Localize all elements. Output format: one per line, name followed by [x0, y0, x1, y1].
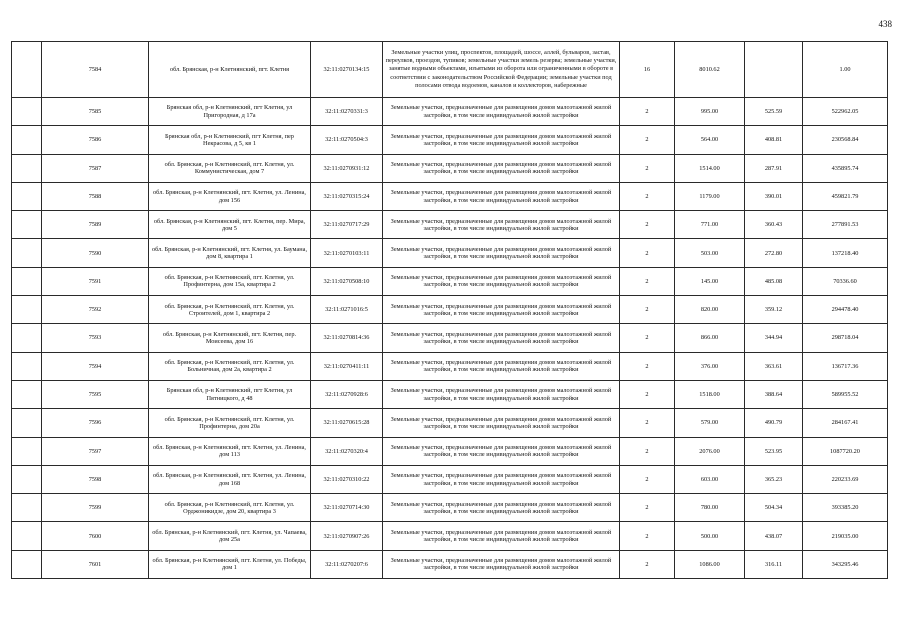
cadastral-number-cell: 32:11:0270207:6 — [311, 550, 383, 578]
table-row — [12, 267, 888, 295]
row-number-cell: 7598 — [42, 465, 149, 493]
cadastral-number-cell: 32:11:0271016:5 — [311, 296, 383, 324]
cadastral-number-cell: 32:11:0270615:28 — [311, 409, 383, 437]
specific-value-cell — [745, 42, 803, 98]
table-row — [12, 324, 888, 352]
table-row — [12, 437, 888, 465]
table-row — [12, 494, 888, 522]
blank-cell — [12, 522, 42, 550]
table-row — [12, 296, 888, 324]
use-group-cell: 2 — [620, 296, 675, 324]
row-number-cell: 7593 — [42, 324, 149, 352]
table-body — [12, 42, 888, 579]
permitted-use-cell: Земельные участки улиц, проспектов, площадей, шоссе, аллей, бульваров, застав, переулков, проездов, тупиков; земельные участки земель резерва; земельные участки, занятые водными объектами, изъятыми из оборота или ограниченными в обороте в соответствии с законодательством Российской Федерации; земельные участки под полосами отвода водоемов, каналов и коллекторов, набережные — [383, 42, 620, 98]
blank-cell — [12, 98, 42, 126]
blank-cell — [12, 465, 42, 493]
blank-cell — [12, 352, 42, 380]
cadastral-number-cell: 32:11:0270134:15 — [311, 42, 383, 98]
specific-value-cell: 525.59 — [745, 98, 803, 126]
row-number-cell: 7595 — [42, 380, 149, 408]
table-row — [12, 550, 888, 578]
cadastral-value-cell: 137218.40 — [803, 239, 888, 267]
row-number-cell: 7590 — [42, 239, 149, 267]
permitted-use-cell: Земельные участки, предназначенные для размещения домов малоэтажной жилой застройки, в том числе индивидуальной жилой застройки — [383, 550, 620, 578]
permitted-use-cell: Земельные участки, предназначенные для размещения домов малоэтажной жилой застройки, в том числе индивидуальной жилой застройки — [383, 182, 620, 210]
address-cell: обл. Брянская, р-н Клетнянский, пгт. Клетня, ул. Баумана, дом 8, квартира 1 — [149, 239, 311, 267]
permitted-use-cell: Земельные участки, предназначенные для размещения домов малоэтажной жилой застройки, в том числе индивидуальной жилой застройки — [383, 324, 620, 352]
table-row — [12, 352, 888, 380]
cadastral-number-cell: 32:11:0270907:26 — [311, 522, 383, 550]
specific-value-cell: 390.01 — [745, 182, 803, 210]
area-cell: 579.00 — [675, 409, 745, 437]
address-cell: обл. Брянская, р-н Клетнянский, пгт. Клетня, ул. Коммунистическая, дом 7 — [149, 154, 311, 182]
row-number-cell: 7591 — [42, 267, 149, 295]
cadastral-value-cell: 284167.41 — [803, 409, 888, 437]
address-cell: обл. Брянская, р-н Клетнянский, пгт. Клетня, ул. Чапаева, дом 25а — [149, 522, 311, 550]
blank-cell — [12, 42, 42, 98]
area-cell: 780.00 — [675, 494, 745, 522]
area-cell: 995.00 — [675, 98, 745, 126]
blank-cell — [12, 239, 42, 267]
permitted-use-cell: Земельные участки, предназначенные для размещения домов малоэтажной жилой застройки, в том числе индивидуальной жилой застройки — [383, 154, 620, 182]
blank-cell — [12, 211, 42, 239]
use-group-cell: 2 — [620, 98, 675, 126]
table-row — [12, 239, 888, 267]
blank-cell — [12, 182, 42, 210]
cadastral-number-cell: 32:11:0270504:3 — [311, 126, 383, 154]
area-cell: 1514.00 — [675, 154, 745, 182]
specific-value-cell: 408.81 — [745, 126, 803, 154]
table-row — [12, 126, 888, 154]
cadastral-number-cell: 32:11:0270320:4 — [311, 437, 383, 465]
use-group-cell: 2 — [620, 154, 675, 182]
table-row — [12, 98, 888, 126]
use-group-cell: 2 — [620, 522, 675, 550]
address-cell: обл. Брянская, р-н Клетнянский, пгт. Клетня, ул. Орджоникидзе, дом 20, квартира 3 — [149, 494, 311, 522]
specific-value-cell: 485.08 — [745, 267, 803, 295]
use-group-cell: 2 — [620, 494, 675, 522]
blank-cell — [12, 494, 42, 522]
permitted-use-cell: Земельные участки, предназначенные для размещения домов малоэтажной жилой застройки, в том числе индивидуальной жилой застройки — [383, 267, 620, 295]
row-number-cell: 7588 — [42, 182, 149, 210]
address-cell: обл. Брянская, р-н Клетнянский, пгт. Клетня, пер. Мира, дом 5 — [149, 211, 311, 239]
table-row — [12, 409, 888, 437]
cadastral-value-cell: 522962.05 — [803, 98, 888, 126]
address-cell: Брянская обл, р-н Клетнянский, пгт Клетня, ул Пригородная, д 17а — [149, 98, 311, 126]
address-cell: обл. Брянская, р-н Клетнянский, пгт. Клетня, ул. Ленина, дом 113 — [149, 437, 311, 465]
use-group-cell: 2 — [620, 409, 675, 437]
blank-cell — [12, 324, 42, 352]
permitted-use-cell: Земельные участки, предназначенные для размещения домов малоэтажной жилой застройки, в том числе индивидуальной жилой застройки — [383, 437, 620, 465]
cadastral-value-cell: 219035.00 — [803, 522, 888, 550]
permitted-use-cell: Земельные участки, предназначенные для размещения домов малоэтажной жилой застройки, в том числе индивидуальной жилой застройки — [383, 239, 620, 267]
table-row — [12, 42, 888, 98]
cadastral-value-cell: 435895.74 — [803, 154, 888, 182]
row-number-cell: 7594 — [42, 352, 149, 380]
area-cell: 503.00 — [675, 239, 745, 267]
cadastral-number-cell: 32:11:0270928:6 — [311, 380, 383, 408]
permitted-use-cell: Земельные участки, предназначенные для размещения домов малоэтажной жилой застройки, в том числе индивидуальной жилой застройки — [383, 211, 620, 239]
permitted-use-cell: Земельные участки, предназначенные для размещения домов малоэтажной жилой застройки, в том числе индивидуальной жилой застройки — [383, 126, 620, 154]
permitted-use-cell: Земельные участки, предназначенные для размещения домов малоэтажной жилой застройки, в том числе индивидуальной жилой застройки — [383, 494, 620, 522]
row-number-cell: 7599 — [42, 494, 149, 522]
table-row — [12, 211, 888, 239]
use-group-cell: 2 — [620, 324, 675, 352]
table-row — [12, 380, 888, 408]
specific-value-cell: 287.91 — [745, 154, 803, 182]
specific-value-cell: 365.23 — [745, 465, 803, 493]
row-number-cell: 7600 — [42, 522, 149, 550]
blank-cell — [12, 550, 42, 578]
specific-value-cell: 388.64 — [745, 380, 803, 408]
use-group-cell: 2 — [620, 126, 675, 154]
use-group-cell: 16 — [620, 42, 675, 98]
specific-value-cell: 316.11 — [745, 550, 803, 578]
specific-value-cell: 504.34 — [745, 494, 803, 522]
cadastral-value-cell: 136717.36 — [803, 352, 888, 380]
row-number-cell: 7596 — [42, 409, 149, 437]
cadastral-value-cell: 220233.69 — [803, 465, 888, 493]
table-row — [12, 465, 888, 493]
specific-value-cell: 272.80 — [745, 239, 803, 267]
cadastral-number-cell: 32:11:0270714:30 — [311, 494, 383, 522]
permitted-use-cell: Земельные участки, предназначенные для размещения домов малоэтажной жилой застройки, в том числе индивидуальной жилой застройки — [383, 522, 620, 550]
row-number-cell: 7585 — [42, 98, 149, 126]
specific-value-cell: 359.12 — [745, 296, 803, 324]
address-cell: Брянская обл, р-н Клетнянский, пгт Клетня, пер Некрасова, д 5, кв 1 — [149, 126, 311, 154]
specific-value-cell: 363.61 — [745, 352, 803, 380]
area-cell: 145.00 — [675, 267, 745, 295]
cadastral-value-cell: 459821.79 — [803, 182, 888, 210]
use-group-cell: 2 — [620, 437, 675, 465]
row-number-cell: 7587 — [42, 154, 149, 182]
address-cell: обл. Брянская, р-н Клетнянский, пгт. Клетня, пер. Моисеева, дом 16 — [149, 324, 311, 352]
table-row — [12, 154, 888, 182]
address-cell: обл. Брянская, р-н Клетнянский, пгт. Клетня — [149, 42, 311, 98]
address-cell: обл. Брянская, р-н Клетнянский, пгт. Клетня, ул. Ленина, дом 156 — [149, 182, 311, 210]
address-cell: Брянская обл, р-н Клетнянский, пгт Клетня, ул Пятницкого, д 48 — [149, 380, 311, 408]
address-cell: обл. Брянская, р-н Клетнянский, пгт. Клетня, ул. Победы, дом 1 — [149, 550, 311, 578]
specific-value-cell: 438.07 — [745, 522, 803, 550]
row-number-cell: 7592 — [42, 296, 149, 324]
permitted-use-cell: Земельные участки, предназначенные для размещения домов малоэтажной жилой застройки, в том числе индивидуальной жилой застройки — [383, 352, 620, 380]
cadastral-number-cell: 32:11:0270310:22 — [311, 465, 383, 493]
cadastral-number-cell: 32:11:0270717:29 — [311, 211, 383, 239]
use-group-cell: 2 — [620, 267, 675, 295]
permitted-use-cell: Земельные участки, предназначенные для размещения домов малоэтажной жилой застройки, в том числе индивидуальной жилой застройки — [383, 98, 620, 126]
area-cell: 1179.00 — [675, 182, 745, 210]
area-cell: 866.00 — [675, 324, 745, 352]
cadastral-number-cell: 32:11:0270103:11 — [311, 239, 383, 267]
page-number: 438 — [878, 19, 892, 29]
use-group-cell: 2 — [620, 352, 675, 380]
cadastral-value-cell: 277891.53 — [803, 211, 888, 239]
cadastral-value-cell: 294478.40 — [803, 296, 888, 324]
use-group-cell: 2 — [620, 239, 675, 267]
area-cell: 2076.00 — [675, 437, 745, 465]
cadastral-number-cell: 32:11:0270931:12 — [311, 154, 383, 182]
use-group-cell: 2 — [620, 211, 675, 239]
cadastral-value-cell: 1.00 — [803, 42, 888, 98]
area-cell: 771.00 — [675, 211, 745, 239]
area-cell: 376.00 — [675, 352, 745, 380]
area-cell: 1086.00 — [675, 550, 745, 578]
row-number-cell: 7589 — [42, 211, 149, 239]
row-number-cell: 7584 — [42, 42, 149, 98]
blank-cell — [12, 380, 42, 408]
use-group-cell: 2 — [620, 550, 675, 578]
area-cell: 8010.62 — [675, 42, 745, 98]
specific-value-cell: 360.43 — [745, 211, 803, 239]
permitted-use-cell: Земельные участки, предназначенные для размещения домов малоэтажной жилой застройки, в том числе индивидуальной жилой застройки — [383, 409, 620, 437]
blank-cell — [12, 437, 42, 465]
cadastral-number-cell: 32:11:0270814:36 — [311, 324, 383, 352]
row-number-cell: 7601 — [42, 550, 149, 578]
cadastral-value-cell: 298718.04 — [803, 324, 888, 352]
cadastral-value-cell: 343295.46 — [803, 550, 888, 578]
permitted-use-cell: Земельные участки, предназначенные для размещения домов малоэтажной жилой застройки, в том числе индивидуальной жилой застройки — [383, 380, 620, 408]
cadastral-number-cell: 32:11:0270508:10 — [311, 267, 383, 295]
cadastral-number-cell: 32:11:0270315:24 — [311, 182, 383, 210]
cadastral-value-cell: 230568.84 — [803, 126, 888, 154]
area-cell: 603.00 — [675, 465, 745, 493]
row-number-cell: 7597 — [42, 437, 149, 465]
address-cell: обл. Брянская, р-н Клетнянский, пгт. Клетня, ул. Строителей, дом 1, квартира 2 — [149, 296, 311, 324]
blank-cell — [12, 126, 42, 154]
specific-value-cell: 344.94 — [745, 324, 803, 352]
land-parcel-table — [11, 41, 888, 579]
blank-cell — [12, 409, 42, 437]
blank-cell — [12, 267, 42, 295]
cadastral-number-cell: 32:11:0270411:11 — [311, 352, 383, 380]
table-row — [12, 522, 888, 550]
row-number-cell: 7586 — [42, 126, 149, 154]
cadastral-value-cell: 70336.60 — [803, 267, 888, 295]
cadastral-value-cell: 1087720.20 — [803, 437, 888, 465]
permitted-use-cell: Земельные участки, предназначенные для размещения домов малоэтажной жилой застройки, в том числе индивидуальной жилой застройки — [383, 296, 620, 324]
use-group-cell: 2 — [620, 465, 675, 493]
blank-cell — [12, 154, 42, 182]
area-cell: 564.00 — [675, 126, 745, 154]
address-cell: обл. Брянская, р-н Клетнянский, пгт. Клетня, ул. Больничная, дом 2а, квартира 2 — [149, 352, 311, 380]
specific-value-cell: 523.95 — [745, 437, 803, 465]
area-cell: 500.00 — [675, 522, 745, 550]
permitted-use-cell: Земельные участки, предназначенные для размещения домов малоэтажной жилой застройки, в том числе индивидуальной жилой застройки — [383, 465, 620, 493]
cadastral-value-cell: 393385.20 — [803, 494, 888, 522]
cadastral-value-cell: 589955.52 — [803, 380, 888, 408]
use-group-cell: 2 — [620, 182, 675, 210]
area-cell: 820.00 — [675, 296, 745, 324]
table-row — [12, 182, 888, 210]
address-cell: обл. Брянская, р-н Клетнянский, пгт. Клетня, ул. Ленина, дом 168 — [149, 465, 311, 493]
address-cell: обл. Брянская, р-н Клетнянский, пгт. Клетня, ул. Профинтерна, дом 15а, квартира 2 — [149, 267, 311, 295]
blank-cell — [12, 296, 42, 324]
area-cell: 1518.00 — [675, 380, 745, 408]
cadastral-number-cell: 32:11:0270331:3 — [311, 98, 383, 126]
specific-value-cell: 490.79 — [745, 409, 803, 437]
address-cell: обл. Брянская, р-н Клетнянский, пгт. Клетня, ул. Профинтерна, дом 20а — [149, 409, 311, 437]
use-group-cell: 2 — [620, 380, 675, 408]
